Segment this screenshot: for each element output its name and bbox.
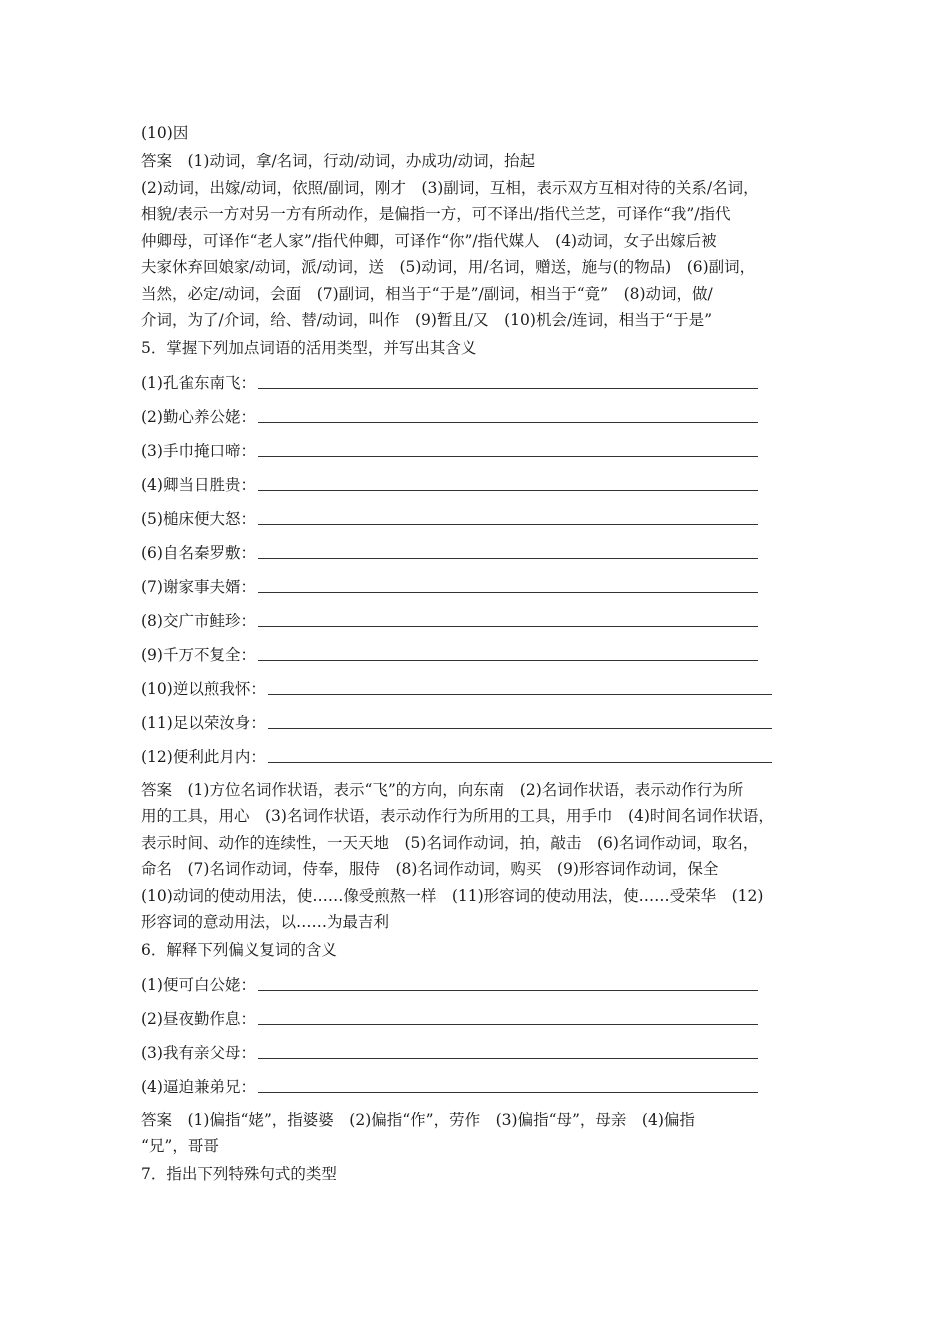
answer-blank[interactable] <box>268 742 772 763</box>
answer-blank[interactable] <box>258 1072 758 1093</box>
item-label: (4)卿当日胜贵： <box>141 475 256 494</box>
fill-in-row <box>141 529 821 563</box>
fill-in-row <box>141 665 821 699</box>
answer-line: 答案 (1)方位名词作状语，表示“飞”的方向，向东南 (2)名词作状语，表示动作行为所 <box>141 780 744 799</box>
question-6-heading: 6．解释下列偏义复词的含义 <box>141 940 337 959</box>
answer-line: 仲卿母，可译作“老人家”/指代仲卿，可译作“你”/指代媒人 (4)动词，女子出嫁后被 <box>141 231 717 250</box>
item-label: (12)便利此月内： <box>141 747 266 766</box>
answer-blank[interactable] <box>258 436 758 457</box>
answer-blank[interactable] <box>258 606 758 627</box>
item-label: (9)千万不复全： <box>141 645 256 664</box>
item-label: (10)逆以煎我怀： <box>141 679 266 698</box>
answer-line: 夫家休弃回娘家/动词，派/动词，送 (5)动词，用/名词，赠送，施与(的物品) (6)副词， <box>141 258 756 276</box>
fill-in-row <box>141 461 821 495</box>
item-label: (2)勤心养公姥： <box>141 407 256 426</box>
item-label: (11)足以荣汝身： <box>141 713 266 732</box>
question-5-heading: 5．掌握下列加点词语的活用类型，并写出其含义 <box>141 338 477 357</box>
fill-in-row <box>141 631 821 665</box>
answer-blank[interactable] <box>258 1004 758 1025</box>
fill-in-row <box>141 733 821 767</box>
question-5-items <box>141 359 821 767</box>
answer-line: 介词，为了/介词，给、替/动词，叫作 (9)暂且/又 (10)机会/连词，相当于“于是” <box>141 311 713 329</box>
answer-blank[interactable] <box>258 1038 758 1059</box>
answer-line: “兄”，哥哥 <box>141 1137 219 1155</box>
item-label: (6)自名秦罗敷： <box>141 543 256 562</box>
answer-line: 答案 (1)偏指“姥”，指婆婆 (2)偏指“作”，劳作 (3)偏指“母”，母亲 (4)偏指 <box>141 1110 695 1129</box>
item-label: (7)谢家事夫婿： <box>141 577 256 596</box>
question-7-heading: 7．指出下列特殊句式的类型 <box>141 1164 337 1183</box>
question-6-items <box>141 961 821 1097</box>
fill-in-row <box>141 699 821 733</box>
answer-line: (10)动词的使动用法，使……像受煎熬一样 (11)形容词的使动用法，使……受荣华 (12) <box>141 886 764 905</box>
fill-in-row <box>141 1063 821 1097</box>
answer-blank[interactable] <box>268 708 772 729</box>
item-label: (4)逼迫兼弟兄： <box>141 1077 256 1096</box>
item-label: (1)孔雀东南飞： <box>141 373 256 392</box>
item-10-yin: (10)因 <box>141 124 189 142</box>
fill-in-row <box>141 359 821 393</box>
answer-blank[interactable] <box>258 970 758 991</box>
fill-in-row <box>141 961 821 995</box>
document-page <box>141 122 821 1185</box>
answer-blank[interactable] <box>258 402 758 423</box>
answer-line: 相貌/表示一方对另一方有所动作，是偏指一方，可不译出/指代兰芝，可译作“我”/指代 <box>141 205 731 223</box>
answer-line: 用的工具，用心 (3)名词作状语，表示动作行为所用的工具，用手巾 (4)时间名词作状语， <box>141 807 774 825</box>
answer-blank[interactable] <box>258 572 758 593</box>
answer-block-q5 <box>141 777 821 936</box>
item-label: (2)昼夜勤作息： <box>141 1009 256 1028</box>
fill-in-row <box>141 563 821 597</box>
answer-line: 表示时间、动作的连续性，一天天地 (5)名词作动词，拍，敲击 (6)名词作动词，取名， <box>141 833 759 852</box>
fill-in-row <box>141 995 821 1029</box>
spacer <box>141 767 821 777</box>
answer-blank[interactable] <box>268 674 772 695</box>
answer-block-q4 <box>141 148 821 334</box>
item-label: (5)槌床便大怒： <box>141 509 256 528</box>
answer-blank[interactable] <box>258 504 758 525</box>
item-label: (3)我有亲父母： <box>141 1043 256 1062</box>
answer-line: 形容词的意动用法，以……为最吉利 <box>141 913 390 931</box>
fill-in-row <box>141 1029 821 1063</box>
answer-blank[interactable] <box>258 470 758 491</box>
spacer <box>141 1097 821 1107</box>
answer-blank[interactable] <box>258 368 758 389</box>
item-label: (1)便可白公姥： <box>141 975 256 994</box>
answer-line: 命名 (7)名词作动词，侍奉，服侍 (8)名词作动词，购买 (9)形容词作动词，保全 <box>141 860 719 878</box>
item-label: (3)手巾掩口啼： <box>141 441 256 460</box>
answer-line: 当然，必定/动词，会面 (7)副词，相当于“于是”/副词，相当于“竟” (8)动词，做/ <box>141 284 713 303</box>
answer-line: 答案 (1)动词，拿/名词，行动/动词，办成功/动词，抬起 <box>141 152 536 170</box>
fill-in-row <box>141 427 821 461</box>
fill-in-row <box>141 495 821 529</box>
answer-blank[interactable] <box>258 538 758 559</box>
fill-in-row <box>141 597 821 631</box>
fill-in-row <box>141 393 821 427</box>
answer-blank[interactable] <box>258 640 758 661</box>
answer-line: (2)动词，出嫁/动词，依照/副词，刚才 (3)副词，互相，表示双方互相对待的关系/名词， <box>141 178 759 197</box>
item-label: (8)交广市鲑珍： <box>141 611 256 630</box>
answer-block-q6 <box>141 1107 821 1160</box>
